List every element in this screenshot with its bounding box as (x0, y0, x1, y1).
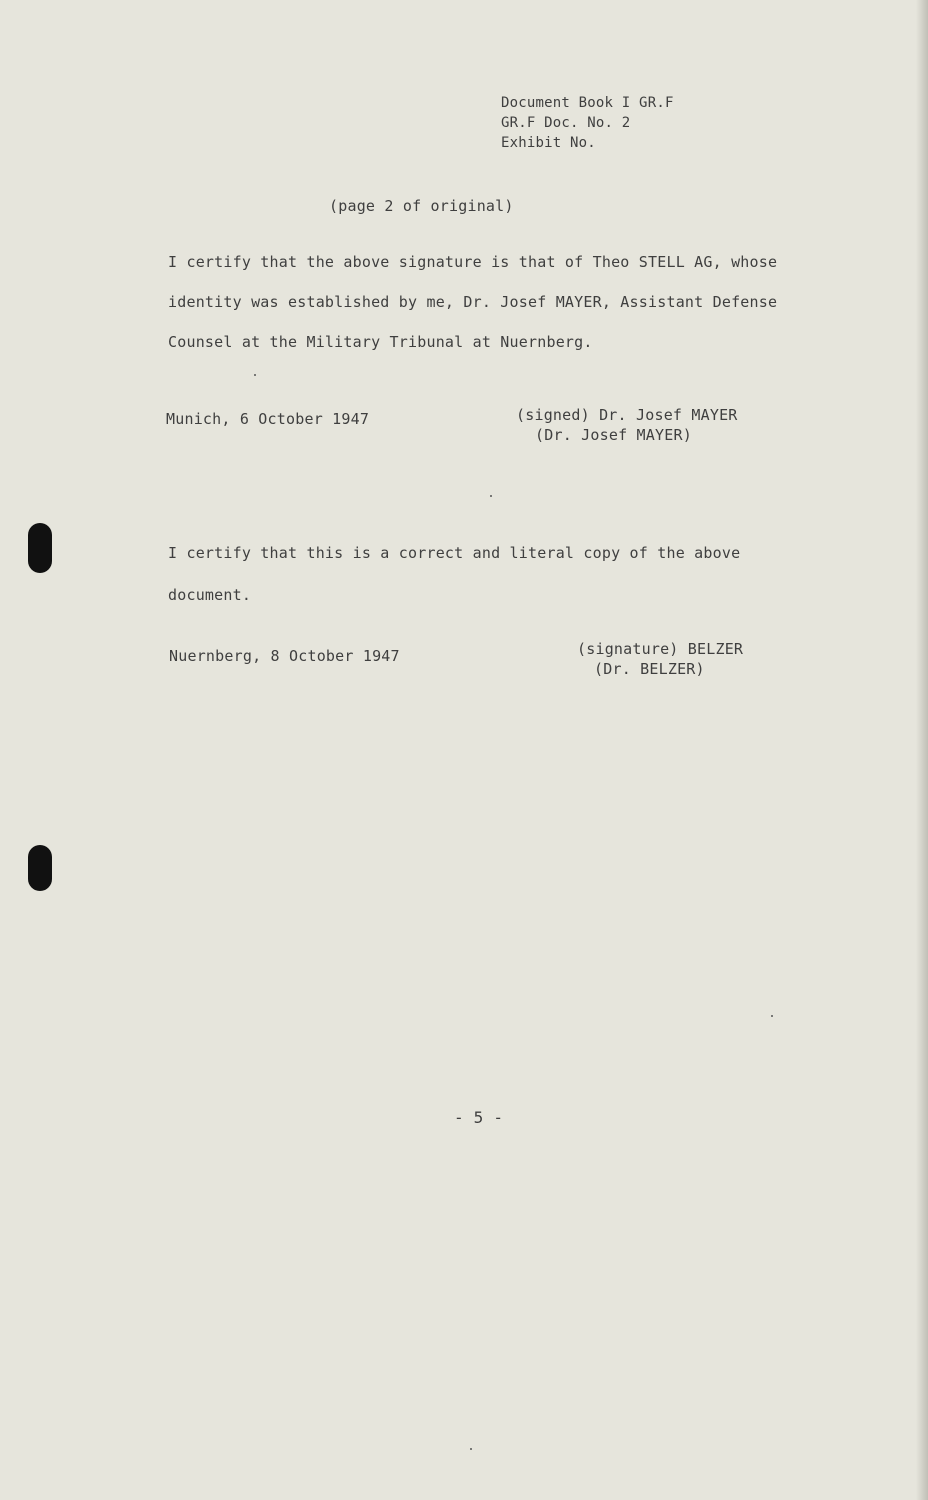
paper-speck (490, 495, 492, 497)
copy-certification-line-2: document. (168, 586, 252, 604)
paper-speck (470, 1448, 472, 1450)
page-number: - 5 - (454, 1108, 504, 1127)
signature-name: (Dr. BELZER) (594, 660, 705, 678)
exhibit-number: Exhibit No. (501, 135, 596, 151)
document-number: GR.F Doc. No. 2 (501, 115, 631, 131)
signer-name: (Dr. Josef MAYER) (535, 426, 692, 444)
original-page-note: (page 2 of original) (329, 197, 514, 215)
paper-speck (771, 1015, 773, 1017)
certification-line-1: I certify that the above signature is that of Theo STELL AG, whose (168, 253, 778, 271)
place-date-nuernberg: Nuernberg, 8 October 1947 (169, 647, 400, 665)
copy-certification-line-1: I certify that this is a correct and literal copy of the above (168, 544, 741, 562)
punch-hole-bottom (28, 845, 52, 891)
signed-line: (signed) Dr. Josef MAYER (516, 406, 738, 424)
paper-speck (254, 374, 256, 376)
signature-line: (signature) BELZER (577, 640, 744, 658)
certification-line-3: Counsel at the Military Tribunal at Nuernberg. (168, 333, 593, 351)
document-book-reference: Document Book I GR.F (501, 95, 674, 111)
place-date-munich: Munich, 6 October 1947 (166, 410, 370, 428)
punch-hole-top (28, 523, 52, 573)
certification-line-2: identity was established by me, Dr. Josef MAYER, Assistant Defense (168, 293, 778, 311)
